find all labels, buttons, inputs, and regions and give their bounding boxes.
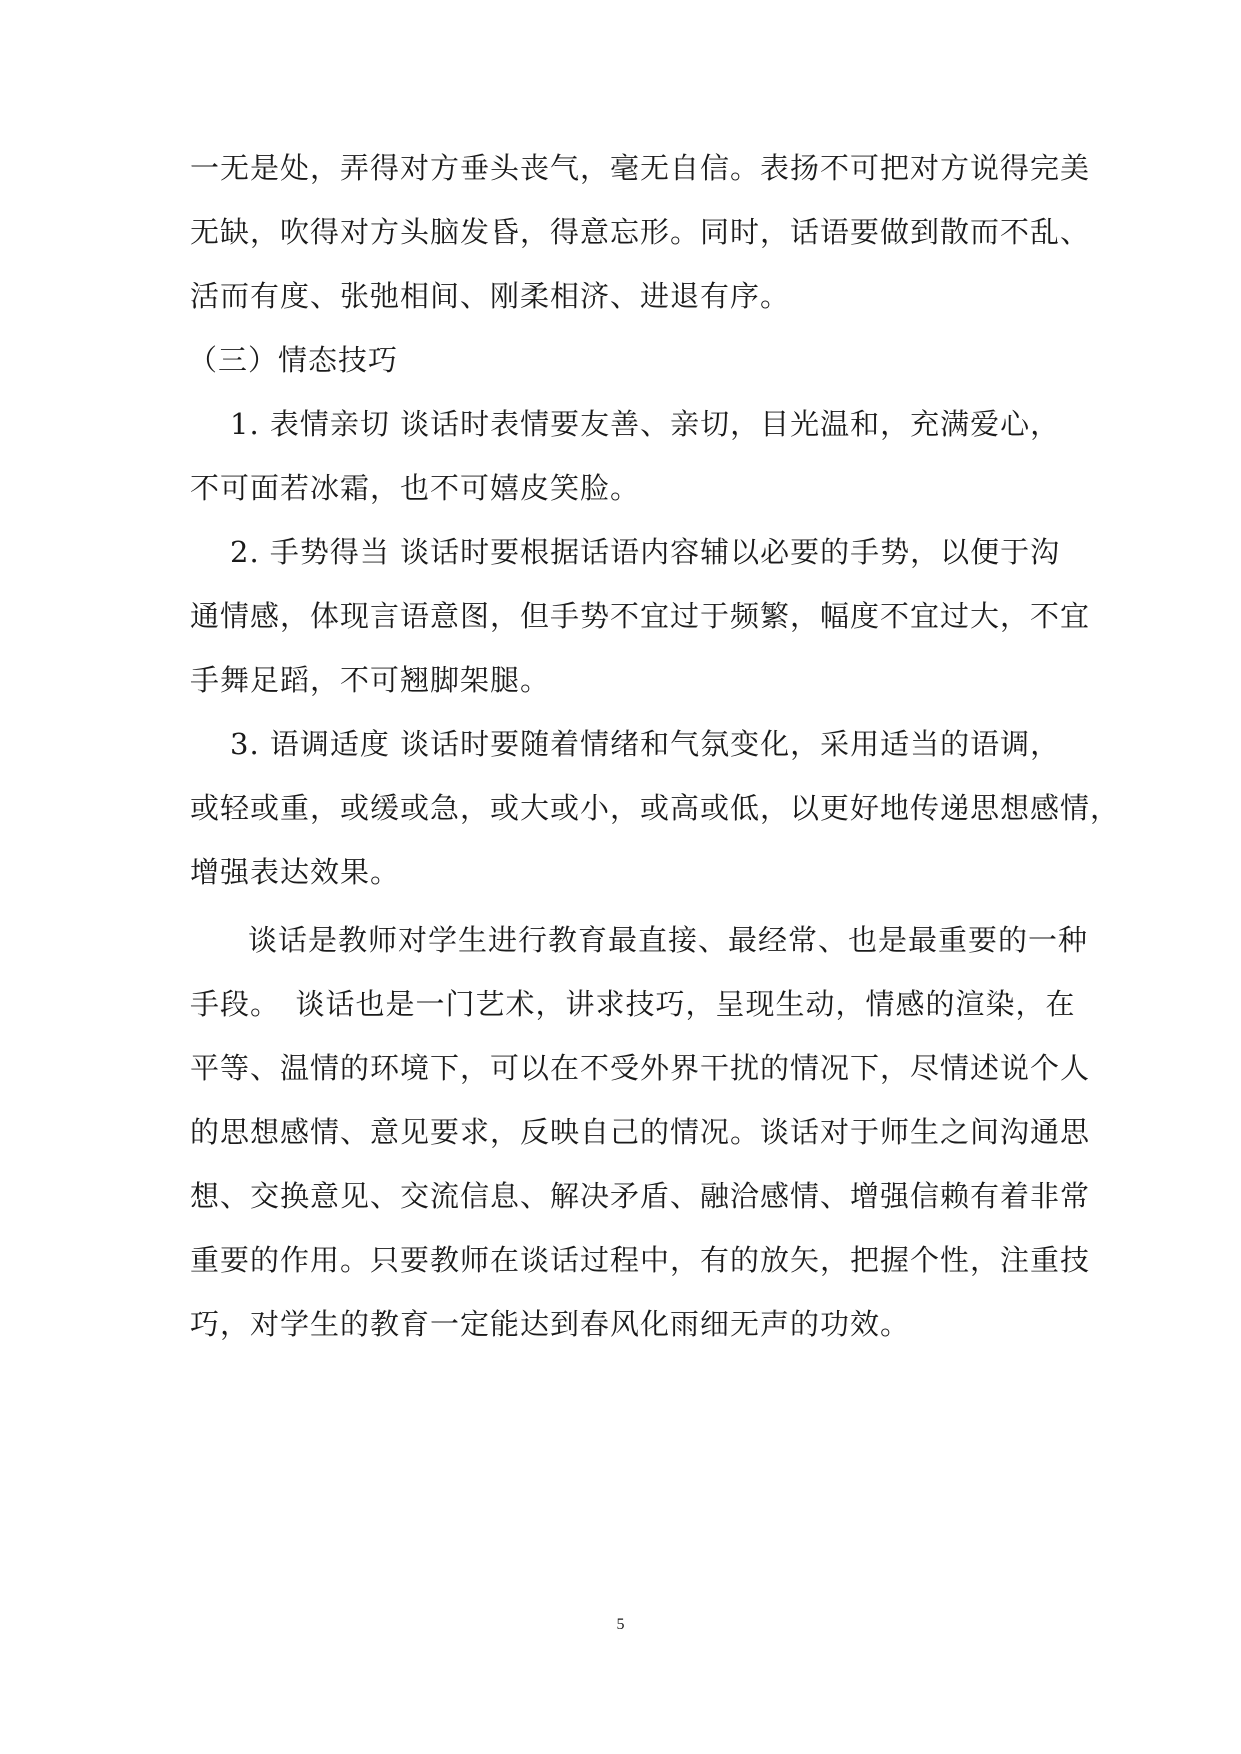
body-text-line: 无缺，吹得对方头脑发昏，得意忘形。同时，话语要做到散而不乱、 [190,215,1091,249]
body-text-line: 不可面若冰霜，也不可嬉皮笑脸。 [190,471,641,505]
page-number: 5 [616,1616,625,1633]
body-text-line: 平等、温情的环境下，可以在不受外界干扰的情况下，尽情述说个人 [190,1051,1091,1085]
list-item-first-line: 3. 语调适度 谈话时要随着情绪和气氛变化，采用适当的语调， [230,727,1061,761]
body-text-line: 重要的作用。只要教师在谈话过程中，有的放矢，把握个性，注重技 [190,1243,1091,1277]
body-text-line: 增强表达效果。 [190,855,401,889]
body-text-line: 的思想感情、意见要求，反映自己的情况。谈话对于师生之间沟通思 [190,1115,1091,1149]
paragraph-first-line: 谈话是教师对学生进行教育最直接、最经常、也是最重要的一种 [248,923,1089,957]
body-text-line: 通情感，体现言语意图，但手势不宜过于频繁，幅度不宜过大，不宜 [190,599,1091,633]
list-item-first-line: 2. 手势得当 谈话时要根据话语内容辅以必要的手势，以便于沟 [230,535,1061,569]
body-text-line: 一无是处，弄得对方垂头丧气，毫无自信。表扬不可把对方说得完美 [190,151,1091,185]
section-heading: （三）情态技巧 [188,343,399,377]
body-text-line: 巧，对学生的教育一定能达到春风化雨细无声的功效。 [190,1307,911,1341]
body-text-line: 或轻或重，或缓或急，或大或小，或高或低，以更好地传递思想感情， [190,791,1121,825]
body-text-line: 手段。 谈话也是一门艺术，讲求技巧，呈现生动，情感的渲染，在 [190,987,1076,1021]
body-text-line: 手舞足蹈，不可翘脚架腿。 [190,663,551,697]
list-item-first-line: 1. 表情亲切 谈话时表情要友善、亲切，目光温和，充满爱心， [230,407,1061,441]
body-text-line: 活而有度、张弛相间、刚柔相济、进退有序。 [190,279,791,313]
body-text-line: 想、交换意见、交流信息、解决矛盾、融洽感情、增强信赖有着非常 [190,1179,1091,1213]
